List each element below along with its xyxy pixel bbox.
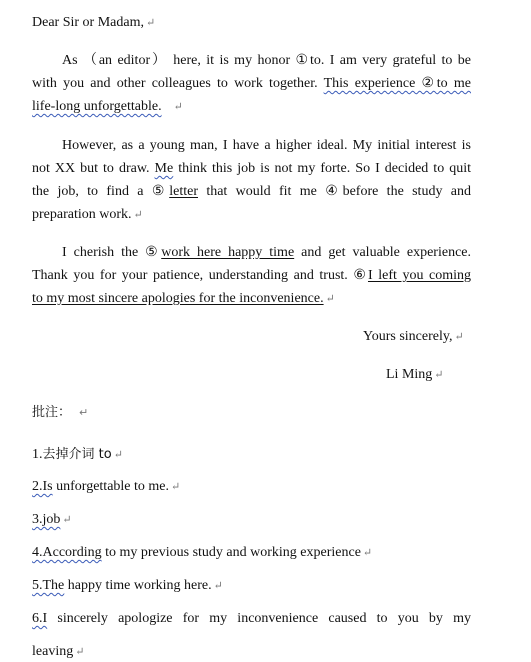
paragraph-mark-icon: ↵: [145, 17, 156, 29]
note-6-cont: leaving ↵: [32, 644, 85, 659]
paragraph-mark-icon: ↵: [133, 209, 143, 221]
paragraph-mark-icon: ↵: [173, 101, 183, 113]
note-3: 3.job ↵: [32, 512, 72, 527]
paragraph-mark-icon: ↵: [79, 406, 89, 419]
note-5: 5.The happy time working here. ↵: [32, 578, 223, 593]
note-6: 6.I sincerely apologize for my inconvenience caused to you by my: [32, 611, 471, 626]
paragraph-mark-icon: ↵: [434, 369, 444, 381]
p3-line-1: I cherish the ⑤work here happy time and get valuable experience.: [62, 245, 472, 260]
notes-heading: 批注： ↵: [32, 405, 89, 420]
annotation-me-text: Me: [154, 161, 174, 176]
salutation: Dear Sir or Madam, ↵: [32, 15, 156, 30]
paragraph-mark-icon: ↵: [325, 293, 335, 305]
annotation-3-text: letter: [169, 184, 198, 199]
note-2: 2.Is unforgettable to me. ↵: [32, 479, 181, 494]
closing: Yours sincerely, ↵: [363, 329, 464, 344]
p1-line-2: with you and other colleagues to work together. This experience ②to me: [32, 76, 471, 91]
annotation-6-text: I left you coming: [367, 268, 472, 283]
annotation-6-text-cont: to my most sincere apologies for the inconvenience.: [32, 291, 324, 306]
p2-line-3: the job, to find a ⑤letter that would fit me ④before the study and: [32, 184, 471, 199]
paragraph-mark-icon: ↵: [362, 547, 373, 559]
p1-line-1: As （an editor） here, it is my honor ①to. I am very grateful to be: [62, 53, 471, 68]
paragraph-mark-icon: ↵: [171, 481, 181, 493]
annotation-5-text: work here happy time: [161, 245, 295, 260]
annotation-2-text-cont: life-long unforgettable.: [32, 99, 162, 114]
paragraph-mark-icon: ↵: [213, 580, 223, 592]
paragraph-mark-icon: ↵: [454, 331, 464, 343]
p3-line-3: [32, 290, 335, 308]
annotation-2-text: This experience ②to me: [323, 76, 471, 91]
paragraph-mark-icon: ↵: [62, 514, 72, 526]
note-1: 1.去掉介词 to ↵: [32, 447, 123, 462]
note-4: 4.According to my previous study and working experience ↵: [32, 545, 373, 560]
signature: Li Ming ↵: [386, 367, 444, 382]
p2-line-4: preparation work. ↵: [32, 207, 143, 222]
p3-line-2: Thank you for your patience, understanding and trust. ⑥I left you coming: [32, 268, 472, 283]
p2-line-1: However, as a young man, I have a higher ideal. My initial interest is: [62, 138, 471, 153]
paragraph-mark-icon: ↵: [113, 449, 123, 461]
paragraph-mark-icon: ↵: [75, 646, 85, 658]
p1-line-3: [32, 98, 183, 116]
p2-line-2: not XX but to draw. Me think this job is not my forte. So I decided to quit: [32, 161, 471, 176]
